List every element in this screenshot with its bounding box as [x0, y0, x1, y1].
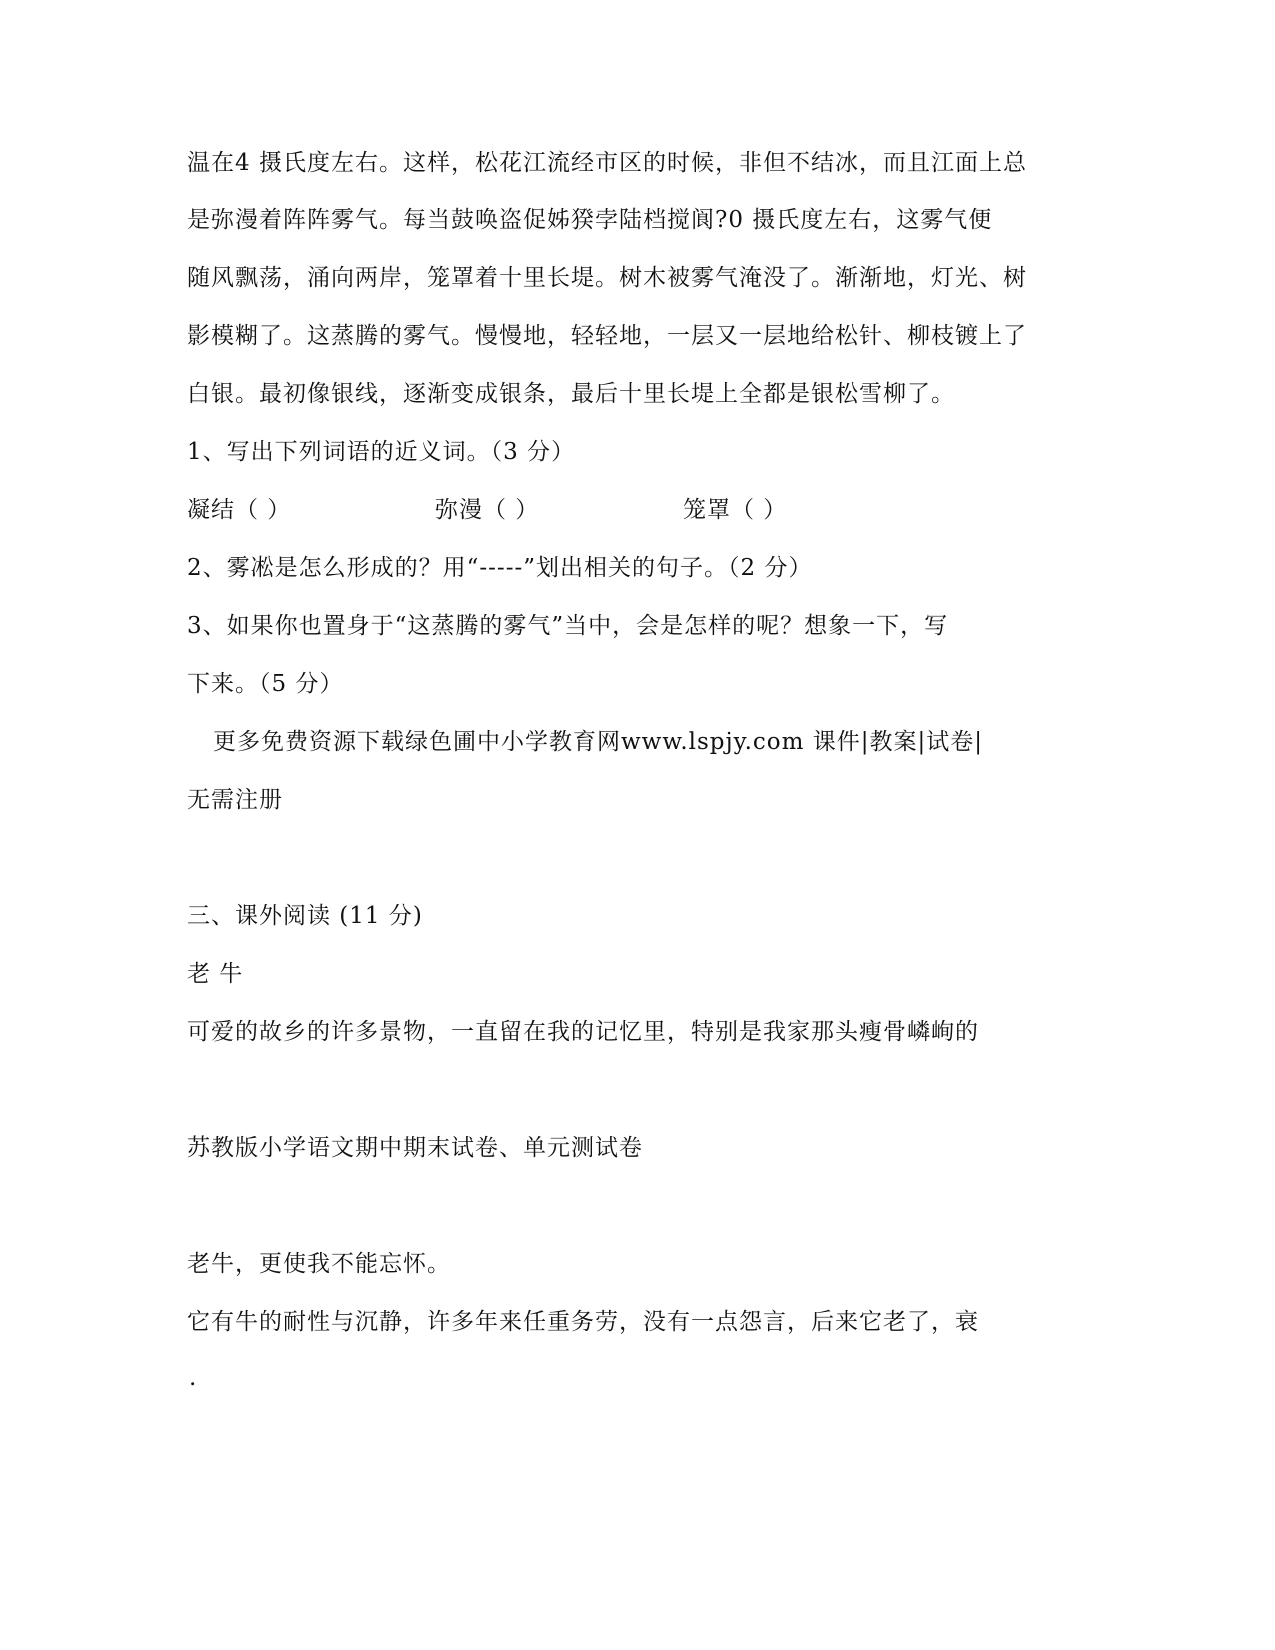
- story-line-1: 可爱的故乡的许多景物，一直留在我的记忆里，特别是我家那头瘦骨嶙峋的: [187, 1019, 979, 1045]
- passage-line-2: 是弥漫着阵阵雾气。每当鼓唤盗促姊猤孛陆档搅阆?0 摄氏度左右，这雾气便: [187, 207, 993, 233]
- resource-ad-line-2: 无需注册: [187, 787, 283, 813]
- story-line-3: 它有牛的耐性与沉静，许多年来任重务劳，没有一点怨言，后来它老了，衰: [187, 1309, 979, 1335]
- question-1-items: [187, 495, 787, 525]
- passage-line-3: 随风飘荡，涌向两岸，笼罩着十里长堤。树木被雾气淹没了。渐渐地，灯光、树: [187, 265, 1027, 291]
- synonym-blank-1: 凝结（ ）: [187, 497, 292, 523]
- story-title: 老 牛: [187, 961, 244, 987]
- passage-line-4: 影模糊了。这蒸腾的雾气。慢慢地，轻轻地，一层又一层地给松针、柳枝镀上了: [187, 323, 1027, 349]
- question-2: 2、雾凇是怎么形成的？用“-----”划出相关的句子。（2 分）: [187, 555, 813, 581]
- page-header-text: 苏教版小学语文期中期末试卷、单元测试卷: [187, 1135, 643, 1161]
- question-3-line-1: 3、如果你也置身于“这蒸腾的雾气”当中，会是怎样的呢？想象一下，写: [187, 613, 949, 639]
- resource-ad-line-1: 更多免费资源下载绿色圃中小学教育网www.lspjy.com 课件|教案|试卷|: [213, 729, 984, 755]
- section-3-heading: 三、课外阅读 (11 分): [187, 903, 423, 929]
- story-line-2: 老牛，更使我不能忘怀。: [187, 1251, 451, 1277]
- synonym-blank-3: 笼罩（ ）: [683, 497, 788, 523]
- passage-line-1: 温在4 摄氏度左右。这样，松花江流经市区的时候，非但不结冰，而且江面上总: [187, 150, 1027, 176]
- synonym-blank-2: 弥漫（ ）: [435, 497, 540, 523]
- end-mark: .: [189, 1365, 197, 1391]
- passage-line-5: 白银。最初像银线，逐渐变成银条，最后十里长堤上全都是银松雪柳了。: [187, 381, 955, 407]
- question-3-line-2: 下来。（5 分）: [187, 671, 344, 697]
- question-1: 1、写出下列词语的近义词。（3 分）: [187, 439, 576, 465]
